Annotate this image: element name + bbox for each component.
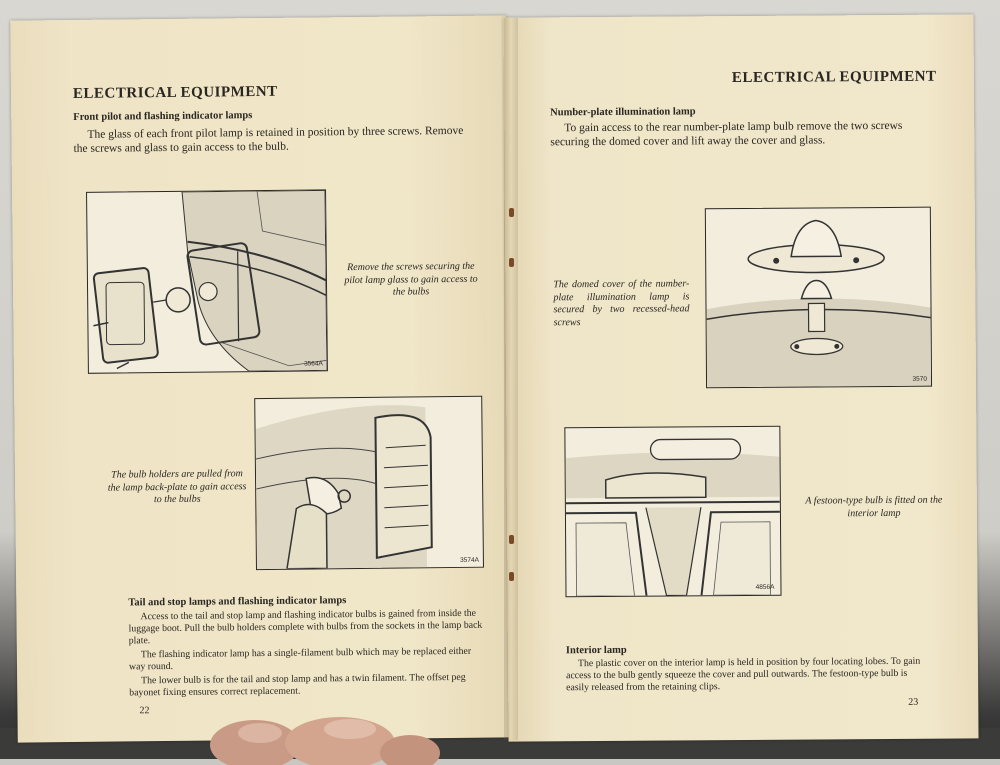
pilot-lamp-drawing — [87, 190, 327, 372]
staple — [509, 572, 514, 581]
interior-lamp-title: Interior lamp — [565, 644, 627, 657]
front-pilot-body: The glass of each front pilot lamp is retained in position by three screws. Remove the screws and glass to gain access to the bulb. — [73, 124, 464, 155]
staple — [509, 258, 514, 267]
right-page — [503, 14, 978, 741]
number-plate-caption: The domed cover of the number-plate illumination lamp is secured by two recessed-head screws — [553, 278, 690, 328]
left-page-heading: ELECTRICAL EQUIPMENT — [72, 83, 278, 102]
tail-stop-title: Tail and stop lamps and flashing indicator lamps — [128, 595, 347, 609]
figure-number: 3574A — [460, 556, 479, 564]
figure-number: 3564A — [304, 360, 323, 368]
tail-stop-para1: Access to the tail and stop lamp and flashing indicator bulbs is gained from inside the luggage boot. Pull the bulb holders complete with bulbs from the sockets in the lamp back plate. — [128, 607, 483, 647]
tail-stop-para3: The lower bulb is for the tail and stop lamp and has a twin filament. The offset peg bayonet fixing ensures correct replacement. — [129, 671, 466, 699]
interior-lamp-drawing — [565, 427, 780, 596]
pilot-lamp-caption: Remove the screws securing the pilot lamp glass to gain access to the bulbs — [344, 260, 478, 298]
bulb-holder-illustration — [254, 396, 484, 570]
figure-number: 3570 — [912, 375, 928, 383]
front-pilot-title: Front pilot and flashing indicator lamps — [73, 110, 253, 123]
tail-lamp-drawing — [255, 397, 483, 569]
staple — [509, 535, 514, 544]
number-plate-lamp-illustration — [705, 207, 932, 389]
right-page-heading: ELECTRICAL EQUIPMENT — [731, 68, 937, 87]
number-plate-body: To gain access to the rear number-plate lamp bulb remove the two screws securing the domed cover and lift away the cover and glass. — [550, 119, 903, 149]
interior-lamp-caption: A festoon-type bulb is fitted on the interior lamp — [805, 494, 943, 519]
number-plate-title: Number-plate illumination lamp — [550, 106, 696, 119]
tail-stop-para2: The flashing indicator lamp has a single-filament bulb which may be replaced either way round. — [128, 645, 472, 673]
page-number-left: 22 — [139, 705, 150, 717]
bulb-holder-caption: The bulb holders are pulled from the lamp back-plate to gain access to the bulbs — [107, 468, 247, 506]
figure-number: 4856A — [755, 583, 775, 591]
number-plate-lamp-drawing — [706, 208, 931, 388]
book-spine — [504, 18, 518, 740]
page-number-right: 23 — [908, 696, 919, 708]
left-page — [10, 15, 514, 742]
hand-fingers — [200, 705, 440, 765]
staple — [509, 208, 514, 217]
interior-lamp-illustration — [564, 426, 781, 598]
interior-lamp-body: The plastic cover on the interior lamp is held in position by four locating lobes. To gain access to the bulb gently squeeze the cover and pull outwards. The festoon-type bulb is easily released from the retaining clips. — [566, 655, 921, 694]
pilot-lamp-illustration — [86, 189, 328, 374]
